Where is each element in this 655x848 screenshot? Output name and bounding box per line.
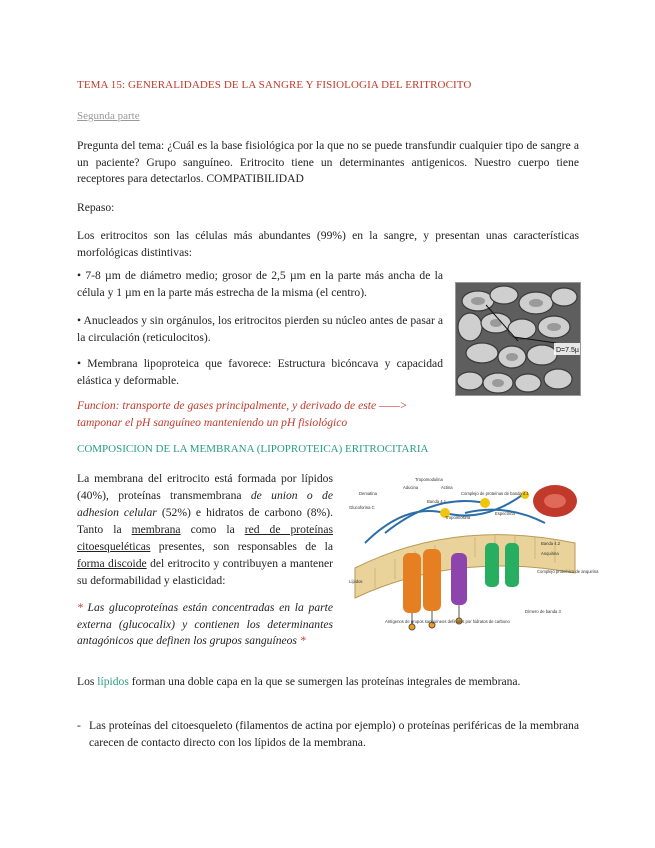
membrane-text: presentes, son responsables de la [158,540,333,553]
glyco-text: y contienen los determinantes antagónicos que definen los grupos sanguíneos [77,617,333,647]
erythrocyte-micrograph [455,282,581,396]
diagram-label: Dímero de banda 3 [525,609,561,614]
lipids-highlight: lípidos [97,675,129,688]
bullet-mark: • [77,314,82,327]
bullet-item [77,313,443,346]
diagram-label: Tropomiosina [445,515,471,520]
diagram-label: Antígenos de grupos sanguíneos definidos por hidratos de carbono [385,619,510,624]
dash-text: Las proteínas del citoesqueleto (filamentos de actina por ejemplo) o proteínas periféricas de la membrana carecen de contacto directo con los lípidos de la membrana. [89,719,579,749]
micrograph-label: D=7.5µ [556,347,579,354]
function-note: Funcion: transporte de gases principalmente, y derivado de este ——> tamponar el pH sanguíneo manteniendo un pH fisiológico [77,399,408,429]
membrane-text: La membrana del eritrocito está formada por lípidos (40%), proteínas transmembrana [77,472,333,502]
diagram-label: Complejo de proteínas de banda 4.1 [461,491,529,496]
glyco-text: Las glucoproteínas están concentradas en la parte externa [77,601,333,631]
asterisk: * [299,634,306,647]
membrane-italic: de union o de adhesion celular [77,489,333,519]
question-paragraph: Pregunta del tema: ¿Cuál es la base fisiológica por la que no se puede transfundir cualquier tipo de sangre a un paciente? Grupo sanguíneo. Eritrocito tiene un determinantes antigenicos. Nuestro cuerpo tiene receptores para detectarlos. COMPATIBILIDAD [77,139,579,185]
page-title: TEMA 15: GENERALIDADES DE LA SANGRE Y FISIOLOGIA DEL ERITROCITO [77,79,472,91]
diagram-label: Espectrina [495,511,515,516]
micrograph-image [456,283,580,395]
diagram-label: Glucoforina C [349,505,375,510]
membrane-diagram [345,473,599,633]
lipids-paragraph [77,674,579,691]
intro-paragraph: Los eritrocitos son las células más abundantes (99%) en la sangre, y presentan unas características morfológicas distintivas: [77,229,579,259]
diagram-label: Banda 4.1 [427,499,447,504]
membrane-underline: forma discoide [77,557,147,570]
bullet-mark: • [77,269,82,282]
membrane-underline: red de proteínas citoesqueléticas [77,523,333,553]
bullet-text: 7-8 µm de diámetro medio; grosor de 2,5 µm en la parte más ancha de la célula y 1 µm en la parte más estrecha de la misma (el centro). [77,269,443,299]
repaso-label: Repaso: [77,201,115,214]
glycoprotein-note [77,600,333,650]
diagram-label: Aducina [403,485,419,490]
diagram-label: Anquirina [541,551,559,556]
diagram-label: Banda 4.2 [541,541,561,546]
membrane-underline: membrana [131,523,181,536]
section-heading: COMPOSICION DE LA MEMBRANA (LIPOPROTEICA) ERITROCITARIA [77,443,429,455]
dash-mark: - [77,719,81,732]
membrane-text: como la [190,523,235,536]
membrane-diagram-image [345,473,599,633]
bullet-item [77,268,443,301]
membrane-text: (52%) e hidratos de carbono (8%). Tanto la [77,506,334,536]
lipids-text: forman una doble capa en la que se sumergen las proteínas integrales de membrana. [131,675,521,688]
bullet-text: Membrana lipoproteica que favorece: Estructura bicóncava y capacidad elástica y deformable. [77,357,443,387]
section-subtitle: Segunda parte [77,110,140,122]
membrane-text: del eritrocito y contribuyen a mantener su deformabilidad y elasticidad: [77,557,333,587]
membrane-paragraph [77,470,333,589]
asterisk: * [77,601,83,614]
bullet-mark: • [77,357,82,370]
diagram-label: Actina [441,485,453,490]
diagram-label: Dematina [359,491,377,496]
lipids-text: Los [77,675,95,688]
diagram-label: Lípidos [349,579,363,584]
diagram-label: Tropomodulina [415,477,443,482]
glyco-text: (glucocalix) [118,617,175,631]
diagram-label: Complejo proteínico de anquirina [537,569,599,574]
bullet-text: Anucleados y sin orgánulos, los eritrocitos pierden su núcleo antes de pasar a la circulación (reticulocitos). [77,314,443,344]
bullet-item [77,356,443,389]
